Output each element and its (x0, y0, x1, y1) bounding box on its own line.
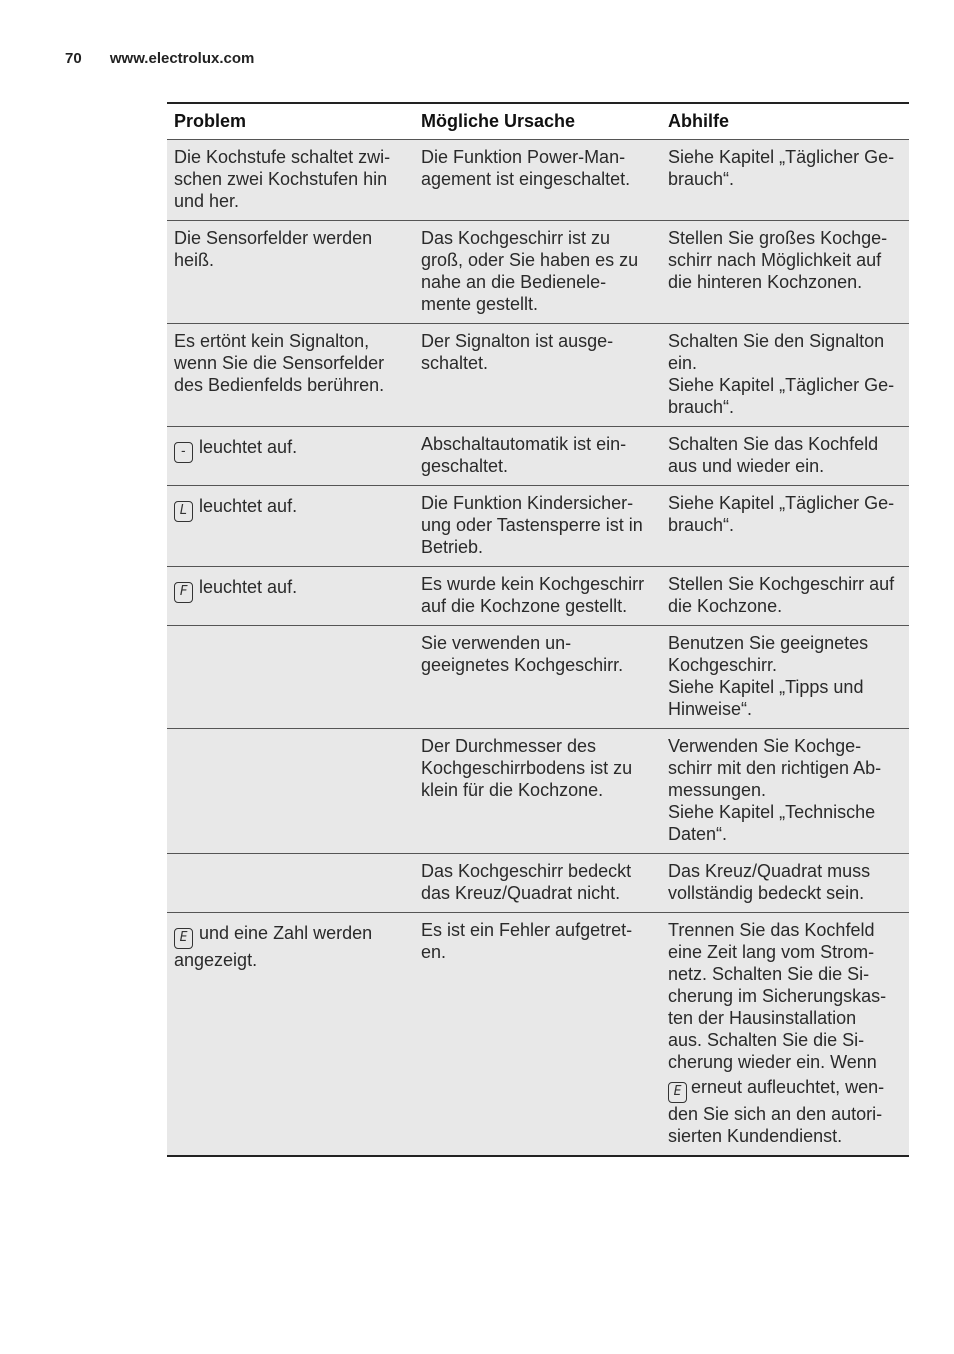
text-line: Die Kochstufe schaltet zwi- (174, 147, 391, 167)
text-line: vollständig bedeckt sein. (668, 883, 865, 903)
text-line: die Kochzone. (668, 596, 783, 616)
text-line: Der Signalton ist ausge- (421, 331, 614, 351)
problem-cell (167, 567, 414, 625)
page-number: 70 (65, 50, 82, 67)
text-line: netz. Schalten Sie die Si- (668, 964, 870, 984)
text-line: Siehe Kapitel „Täglicher Ge- (668, 375, 895, 395)
table-row (167, 426, 909, 485)
text-line: Siehe Kapitel „Täglicher Ge- (668, 147, 895, 167)
remedy-cell (661, 221, 909, 323)
page-header (65, 50, 254, 67)
text-line-with-icon (668, 1076, 905, 1103)
text-line: brauch“. (668, 397, 735, 417)
text-line: des Bedienfelds berühren. (174, 375, 385, 395)
table-row (167, 485, 909, 566)
table-row (167, 220, 909, 323)
text-line: Abschaltautomatik ist ein- (421, 434, 627, 454)
text-line: Hinweise“. (668, 699, 753, 719)
problem-cell (167, 626, 414, 728)
display-f-icon: F (174, 582, 193, 603)
problem-cell (167, 913, 414, 1155)
text-line: mente gestellt. (421, 294, 539, 314)
text-line: ten der Hausinstallation (668, 1008, 857, 1028)
text-line: Benutzen Sie geeignetes (668, 633, 869, 653)
problem-text: leuchtet auf. (199, 496, 298, 516)
text-line: Es ertönt kein Signalton, (174, 331, 370, 351)
text-line: schaltet. (421, 353, 489, 373)
cause-cell (414, 626, 661, 728)
cause-cell (414, 221, 661, 323)
remedy-cell (661, 567, 909, 625)
table-header-row (167, 104, 909, 139)
troubleshooting-table (167, 102, 909, 1157)
remedy-cell (661, 324, 909, 426)
text-line: die hinteren Kochzonen. (668, 272, 863, 292)
problem-text: leuchtet auf. (199, 577, 298, 597)
text-line: Das Kochgeschirr ist zu (421, 228, 611, 248)
remedy-cell (661, 729, 909, 853)
text-line: Siehe Kapitel „Technische (668, 802, 876, 822)
text-line: Siehe Kapitel „Täglicher Ge- (668, 493, 895, 513)
display-e-icon: E (174, 928, 193, 949)
remedy-cell (661, 140, 909, 220)
table-row (167, 728, 909, 853)
text-line: schirr mit den richtigen Ab- (668, 758, 882, 778)
text-line: Daten“. (668, 824, 728, 844)
text-line: messungen. (668, 780, 767, 800)
text-line: Kochgeschirr. (668, 655, 778, 675)
text-line: Der Durchmesser des (421, 736, 597, 756)
column-header-remedy: Abhilfe (668, 111, 729, 131)
text-line: groß, oder Sie haben es zu (421, 250, 639, 270)
text-line: Siehe Kapitel „Tipps und (668, 677, 864, 697)
problem-cell (167, 140, 414, 220)
display-dash-icon: - (174, 442, 193, 463)
text-line: en. (421, 942, 447, 962)
text-line: Stellen Sie großes Kochge- (668, 228, 888, 248)
text-line: sierten Kundendienst. (668, 1126, 843, 1146)
text-line: Die Funktion Power-Man- (421, 147, 626, 167)
cause-cell (414, 729, 661, 853)
display-e-icon: E (668, 1082, 687, 1103)
text-line: geeignetes Kochgeschirr. (421, 655, 624, 675)
cause-cell (414, 854, 661, 912)
text-line: Kochgeschirrbodens ist zu (421, 758, 633, 778)
remedy-cell (661, 854, 909, 912)
text-line: brauch“. (668, 169, 735, 189)
text-line: Verwenden Sie Kochge- (668, 736, 862, 756)
cause-cell (414, 427, 661, 485)
text-line: Trennen Sie das Kochfeld (668, 920, 875, 940)
text-line: heiß. (174, 250, 215, 270)
cause-cell (414, 913, 661, 1155)
text-line: aus und wieder ein. (668, 456, 825, 476)
text-line: Es ist ein Fehler aufgetret- (421, 920, 633, 940)
column-header-problem: Problem (174, 111, 247, 131)
text-line: Schalten Sie den Signalton (668, 331, 885, 351)
table-row (167, 323, 909, 426)
problem-text: leuchtet auf. (199, 437, 298, 457)
website-url: www.electrolux.com (109, 50, 255, 67)
problem-cell (167, 324, 414, 426)
problem-cell (167, 729, 414, 853)
text-line: cherung wieder ein. Wenn (668, 1052, 877, 1072)
text-line: ung oder Tastensperre ist in (421, 515, 643, 535)
display-l-icon: L (174, 501, 193, 522)
text-line: ein. (668, 353, 698, 373)
text-line: Das Kreuz/Quadrat muss (668, 861, 871, 881)
problem-cell (167, 427, 414, 485)
problem-cell (167, 221, 414, 323)
text-line: Sie verwenden un- (421, 633, 572, 653)
table-row (167, 139, 909, 220)
text-line: schirr nach Möglichkeit auf (668, 250, 882, 270)
text-line: auf die Kochzone gestellt. (421, 596, 628, 616)
text-fragment: erneut aufleuchtet, wen- (691, 1077, 885, 1097)
table-row (167, 566, 909, 625)
text-line: Betrieb. (421, 537, 484, 557)
text-line: cherung im Sicherungskas- (668, 986, 887, 1006)
table-row (167, 912, 909, 1155)
remedy-cell (661, 913, 909, 1155)
text-line: und her. (174, 191, 240, 211)
text-line: Schalten Sie das Kochfeld (668, 434, 879, 454)
text-line: angezeigt. (174, 950, 258, 970)
text-line: das Kreuz/Quadrat nicht. (421, 883, 621, 903)
remedy-cell (661, 486, 909, 566)
text-line: wenn Sie die Sensorfelder (174, 353, 385, 373)
text-line: Es wurde kein Kochgeschirr (421, 574, 645, 594)
table-row (167, 625, 909, 728)
problem-cell (167, 486, 414, 566)
remedy-cell (661, 626, 909, 728)
text-line: aus. Schalten Sie die Si- (668, 1030, 865, 1050)
text-line: Die Sensorfelder werden (174, 228, 373, 248)
text-line: brauch“. (668, 515, 735, 535)
text-line: agement ist eingeschaltet. (421, 169, 631, 189)
cause-cell (414, 486, 661, 566)
text-line: nahe an die Bedienele- (421, 272, 607, 292)
table-row (167, 853, 909, 912)
cause-cell (414, 140, 661, 220)
problem-text: und eine Zahl werden (199, 923, 373, 943)
text-line: geschaltet. (421, 456, 509, 476)
text-line: eine Zeit lang vom Strom- (668, 942, 875, 962)
column-header-cause: Mögliche Ursache (421, 111, 576, 131)
cause-cell (414, 567, 661, 625)
text-line: schen zwei Kochstufen hin (174, 169, 388, 189)
text-line: den Sie sich an den autori- (668, 1104, 883, 1124)
cause-cell (414, 324, 661, 426)
remedy-cell (661, 427, 909, 485)
text-line: Das Kochgeschirr bedeckt (421, 861, 632, 881)
text-line: Stellen Sie Kochgeschirr auf (668, 574, 895, 594)
problem-cell (167, 854, 414, 912)
text-line: Die Funktion Kindersicher- (421, 493, 634, 513)
text-line: klein für die Kochzone. (421, 780, 604, 800)
